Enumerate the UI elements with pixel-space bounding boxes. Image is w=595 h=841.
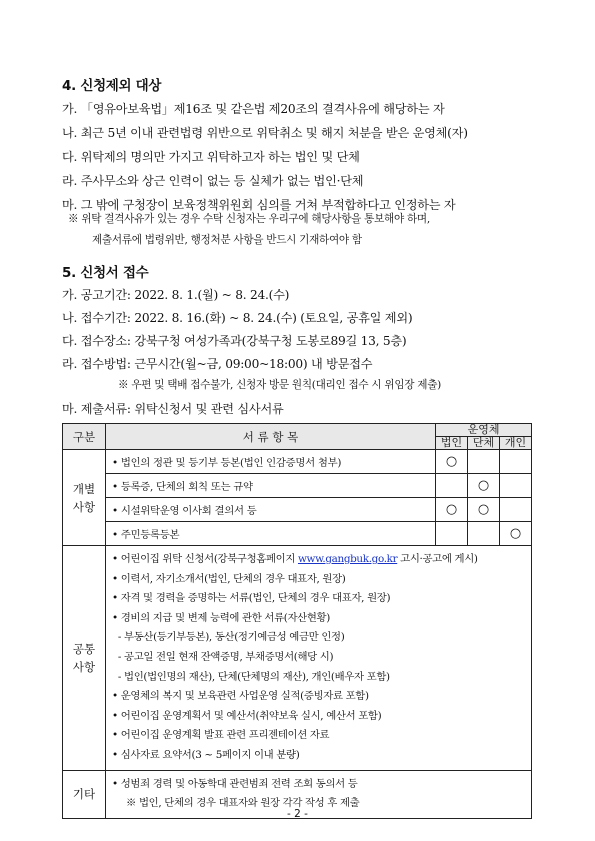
mark-cell-empty [436, 474, 468, 498]
table-row [63, 450, 532, 474]
section4-note-line2: 제출서류에 법령위반, 행정처분 사항을 반드시 기재하여야 함 [92, 234, 362, 246]
list-item-text: • 어린이집 위탁 신청서(강북구청홈페이지 [112, 553, 298, 565]
mark-cell-empty [468, 522, 500, 546]
mark-cell-empty [436, 522, 468, 546]
section5-item-1: 가. 공고기간: 2022. 8. 1.(월) ~ 8. 24.(수) [62, 288, 290, 302]
documents-table [62, 423, 532, 819]
header-operator: 운영체 [436, 424, 532, 437]
section4-item-1: 가. 「영유아보육법」제16조 및 같은법 제20조의 결격사유에 해당하는 자 [62, 102, 445, 116]
doc-item: • 시설위탁운영 이사회 결의서 등 [106, 498, 436, 522]
table-row [63, 474, 532, 498]
list-item: - 공고일 전일 현재 잔액증명, 부채증명서(해당 시) [112, 650, 334, 663]
list-item: • 자격 및 경력을 증명하는 서류(법인, 단체의 경우 대표자, 원장) [112, 592, 391, 605]
section5-docs-line: 마. 제출서류: 위탁신청서 및 관련 심사서류 [62, 402, 284, 416]
header-category: 구분 [63, 424, 106, 450]
category-common-line2: 사항 [72, 659, 96, 674]
mark-cell-empty [468, 450, 500, 474]
doc-item: • 법인의 정관 및 등기부 등본(법인 인감증명서 첨부) [106, 450, 436, 474]
website-link[interactable]: www.gangbuk.go.kr [297, 553, 398, 565]
mark-cell-empty [500, 450, 532, 474]
section5-item-3: 다. 접수장소: 강북구청 여성가족과(강북구청 도봉로89길 13, 5층) [62, 334, 407, 348]
table-row [63, 546, 532, 771]
category-common-line1: 공통 [72, 641, 96, 656]
doc-item: • 주민등록등본 [106, 522, 436, 546]
list-item: • 어린이집 운영계획 발표 관련 프리젠테이션 자료 [112, 729, 330, 742]
section4-item-5: 마. 그 밖에 구청장이 보육정책위원회 심의를 거쳐 부적합하다고 인정하는 자 [62, 198, 456, 212]
section5-heading: 5. 신청서 접수 [62, 265, 149, 281]
list-item: • 경비의 지급 및 변제 능력에 관한 서류(자산현황) [112, 611, 330, 624]
header-documents: 서 류 항 목 [106, 424, 436, 450]
mark-cell-empty [500, 474, 532, 498]
common-documents-list [106, 546, 532, 771]
table-row [63, 522, 532, 546]
category-individual [63, 450, 106, 546]
section5-item-4: 라. 접수방법: 근무시간(월~금, 09:00~18:00) 내 방문접수 [62, 357, 373, 371]
list-item: ※ 법인, 단체의 경우 대표자와 원장 각각 작성 후 제출 [126, 797, 360, 810]
table-row [63, 498, 532, 522]
mark-cell: ○ [468, 498, 500, 522]
mark-cell: ○ [436, 498, 468, 522]
section5-item-2: 나. 접수기간: 2022. 8. 16.(화) ~ 8. 24.(수) (토요일, 공휴일 제외) [62, 311, 413, 325]
list-item-text: 고시·공고에 게시) [397, 553, 478, 565]
list-item: • 성범죄 경력 및 아동학대 관련범죄 전력 조회 동의서 등 [112, 777, 358, 790]
list-item: • 운영체의 복지 및 보육관련 사업운영 실적(증빙자료 포함) [112, 690, 369, 703]
header-corp: 법인 [436, 437, 468, 450]
mark-cell: ○ [500, 522, 532, 546]
mark-cell: ○ [468, 474, 500, 498]
doc-item: • 등록증, 단체의 회칙 또는 규약 [106, 474, 436, 498]
list-item: • 어린이집 운영계획서 및 예산서(취약보육 실시, 예산서 포함) [112, 709, 382, 722]
list-item: - 법인(법인명의 재산), 단체(단체명의 재산), 개인(배우자 포함) [112, 670, 390, 683]
mark-cell-empty [500, 498, 532, 522]
section4-note-line1: ※ 위탁 결격사유가 있는 경우 수탁 신청자는 우리구에 해당사항을 통보해야 하며, [68, 213, 430, 225]
mark-cell: ○ [436, 450, 468, 474]
header-org: 단체 [468, 437, 500, 450]
section4-item-4: 라. 주사무소와 상근 인력이 없는 등 실체가 없는 법인·단체 [62, 174, 364, 188]
category-individual-line1: 개별 [72, 481, 96, 496]
section5-method-note: ※ 우편 및 택배 접수불가, 신청자 방문 원칙(대리인 접수 시 위임장 제출) [118, 379, 441, 391]
category-other: 기타 [63, 770, 106, 818]
section4-item-2: 나. 최근 5년 이내 관련법령 위반으로 위탁취소 및 해지 처분을 받은 운영체(자) [62, 126, 468, 140]
list-item: - 부동산(등기부등본), 동산(정기예금성 예금만 인정) [112, 631, 345, 644]
category-common [63, 546, 106, 771]
table-header-row [63, 424, 532, 437]
header-individual: 개인 [500, 437, 532, 450]
list-item: • 이력서, 자기소개서(법인, 단체의 경우 대표자, 원장) [112, 572, 346, 585]
page-number: - 2 - [287, 808, 308, 820]
section4-item-3: 다. 위탁제의 명의만 가지고 위탁하고자 하는 법인 및 단체 [62, 150, 360, 164]
section4-heading: 4. 신청제외 대상 [62, 78, 162, 94]
category-individual-line2: 사항 [72, 499, 96, 514]
list-item: • 심사자료 요약서(3 ~ 5페이지 이내 분량) [112, 748, 300, 761]
list-item [112, 550, 531, 570]
